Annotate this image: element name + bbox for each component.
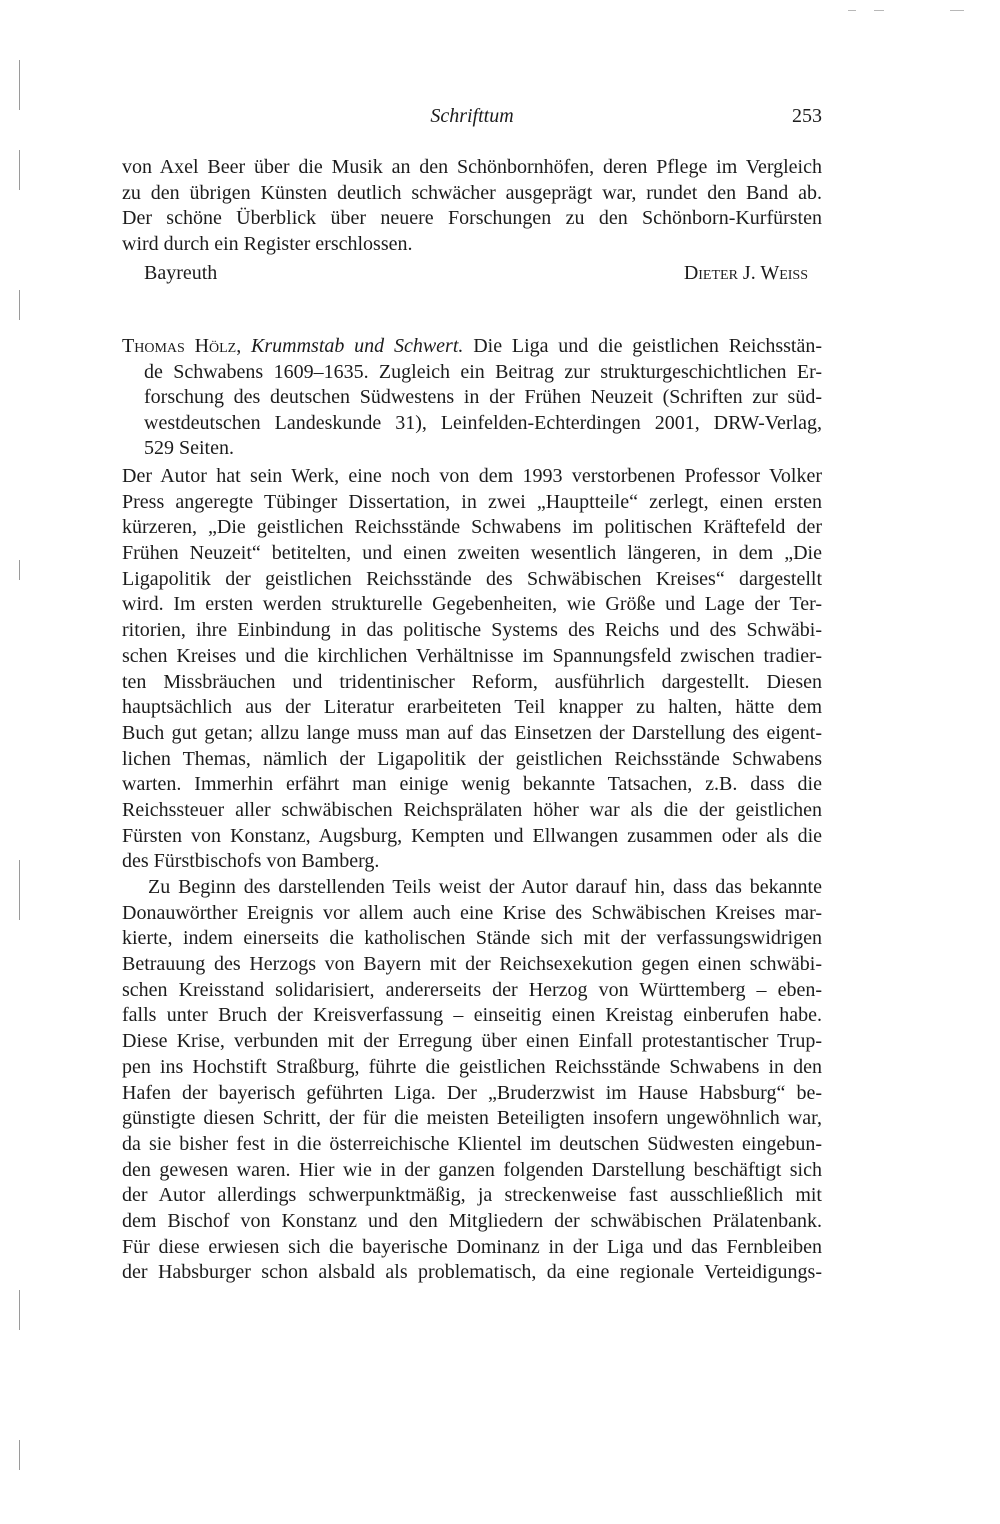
- scan-edge-mark: [19, 290, 20, 320]
- text-line: Ligapolitik der geistlichen Reichsstände des Schwäbischen Kreises“ dargestellt: [122, 567, 822, 590]
- citation-line: de Schwabens 1609–1635. Zugleich ein Beitrag zur strukturgeschichtlichen Er-: [144, 360, 822, 383]
- review-paragraph-1: [122, 464, 822, 875]
- text-line: des Fürstbischofs von Bamberg.: [122, 850, 380, 873]
- text-line: ritorien, ihre Einbindung in das politische Systems des Reichs und des Schwäbi-: [122, 619, 822, 642]
- scan-edge-mark: [19, 60, 20, 110]
- text-line: Der schöne Überblick über neuere Forschungen zu den Schönborn-Kurfürsten: [122, 207, 822, 230]
- review-paragraph-2: [122, 875, 822, 1286]
- text-line: schen Kreises und die kirchlichen Verhältnisse im Spannungsfeld zwischen tradier-: [122, 644, 822, 667]
- text-line: Frühen Neuzeit“ betitelten, und einen zweiten wesentlich längeren, in dem „Die: [122, 542, 822, 565]
- text-line: von Axel Beer über die Musik an den Schönbornhöfen, deren Pflege im Vergleich: [122, 156, 822, 178]
- citation-line: 529 Seiten.: [144, 437, 234, 460]
- text-line: lichen Themas, nämlich der Ligapolitik der geistlichen Reichsstände Schwabens: [122, 747, 822, 770]
- text-line: Fürsten von Konstanz, Augsburg, Kempten und Ellwangen zusammen oder als die: [122, 824, 822, 847]
- review-signature: [122, 260, 822, 286]
- text-line: Donauwörther Ereignis vor allem auch eine Krise des Schwäbischen Kreises mar-: [122, 901, 822, 924]
- text-line: da sie bisher fest in die österreichische Klientel im deutschen Südwesten eingebun-: [122, 1132, 822, 1155]
- text-line: Hafen der bayerisch geführten Liga. Der „Bruderzwist im Hause Habsburg“ be-: [122, 1081, 822, 1104]
- text-line: pen ins Hochstift Straßburg, führte die geistlichen Reichsstände Schwabens in den: [122, 1055, 822, 1078]
- scan-edge-mark: [19, 860, 20, 920]
- text-line: zu den übrigen Künsten deutlich schwächer ausgeprägt war, rundet den Band ab.: [122, 181, 822, 204]
- citation-title: Krummstab und Schwert.: [251, 335, 464, 357]
- scan-edge-mark: [19, 1440, 20, 1470]
- text-line: schen Kreisstand solidarisiert, andererseits der Herzog von Württemberg – eben-: [122, 978, 822, 1001]
- page-number: 253: [792, 105, 822, 127]
- text-line: Reichssteuer aller schwäbischen Reichsprälaten höher war als die der geistlichen: [122, 798, 822, 821]
- text-line: wird. Im ersten werden strukturelle Gegebenheiten, wie Größe und Lage der Ter-: [122, 593, 822, 616]
- text-line: kürzeren, „Die geistlichen Reichsstände Schwabens im politischen Kräftefeld der: [122, 516, 822, 539]
- text-line: den gewesen waren. Hier wie in der ganzen folgenden Darstellung beschäftigt sich: [122, 1158, 822, 1181]
- text-line: Betrauung des Herzogs von Bayern mit der Reichsexekution gegen einen schwäbi-: [122, 953, 822, 976]
- citation-subtitle: Die Liga und die geistlichen Reichsstän-: [473, 335, 822, 357]
- reviewer-name: Dieter J. Weiss: [683, 262, 808, 284]
- text-line: Zu Beginn des darstellenden Teils weist der Autor darauf hin, dass das bekannte: [148, 876, 822, 898]
- text-line: ten Missbräuchen und tridentinischer Reform, ausführlich dargestellt. Diesen: [122, 670, 822, 693]
- text-line: kierte, indem einerseits die katholischen Stände sich mit der verfassungswidrigen: [122, 927, 822, 950]
- text-line: falls unter Bruch der Kreisverfassung – einseitig einen Kreistag einberufen habe.: [122, 1004, 822, 1027]
- scan-edge-mark: [19, 1290, 20, 1330]
- text-line: der Autor allerdings schwerpunktmäßig, ja streckenweise fast ausschließlich mit: [122, 1184, 822, 1207]
- text-line: Buch gut getan; allzu lange muss man auf das Einsetzen der Darstellung des eigent-: [122, 721, 822, 744]
- running-header: [122, 102, 822, 132]
- citation-author: Thomas Hölz,: [122, 335, 242, 357]
- text-line: Press angeregte Tübinger Dissertation, in zwei „Hauptteile“ zerlegt, einen ersten: [122, 490, 822, 513]
- text-line: Für diese erwiesen sich die bayerische Dominanz in der Liga und das Fernbleiben: [122, 1235, 822, 1258]
- text-line: wird durch ein Register erschlossen.: [122, 233, 413, 256]
- text-line: der Habsburger schon alsbald als problematisch, da eine regionale Verteidigungs-: [122, 1261, 822, 1284]
- scan-top-mark: [848, 10, 856, 11]
- signature-place: Bayreuth: [144, 262, 218, 284]
- citation-line: [122, 334, 822, 360]
- scan-top-mark: [874, 10, 884, 11]
- text-line: hauptsächlich aus der Literatur erarbeiteten Teil knapper zu halten, hätte dem: [122, 696, 822, 719]
- scan-edge-mark: [19, 560, 20, 580]
- text-line: Der Autor hat sein Werk, eine noch von dem 1993 verstorbenen Professor Volker: [122, 465, 822, 487]
- citation-line: forschung des deutschen Südwestens in der Frühen Neuzeit (Schriften zur süd-: [144, 386, 822, 409]
- book-citation: [122, 334, 822, 462]
- text-line: günstigte diesen Schritt, der für die meisten Beteiligten insofern ungewöhnlich war,: [122, 1107, 822, 1130]
- text-line: dem Bischof von Konstanz und den Mitgliedern der schwäbischen Prälatenbank.: [122, 1209, 822, 1232]
- previous-review-ending: [122, 155, 822, 258]
- scan-top-mark: [950, 10, 964, 11]
- text-line: Diese Krise, verbunden mit der Erregung über einen Einfall protestantischer Trup-: [122, 1030, 822, 1053]
- text-line: warten. Immerhin erfährt man einige wenig bekannte Tatsachen, z.B. dass die: [122, 773, 822, 796]
- running-title: Schrifttum: [430, 105, 514, 127]
- scan-edge-mark: [19, 150, 20, 190]
- citation-line: westdeutschen Landeskunde 31), Leinfelden-Echterdingen 2001, DRW-Verlag,: [144, 411, 822, 434]
